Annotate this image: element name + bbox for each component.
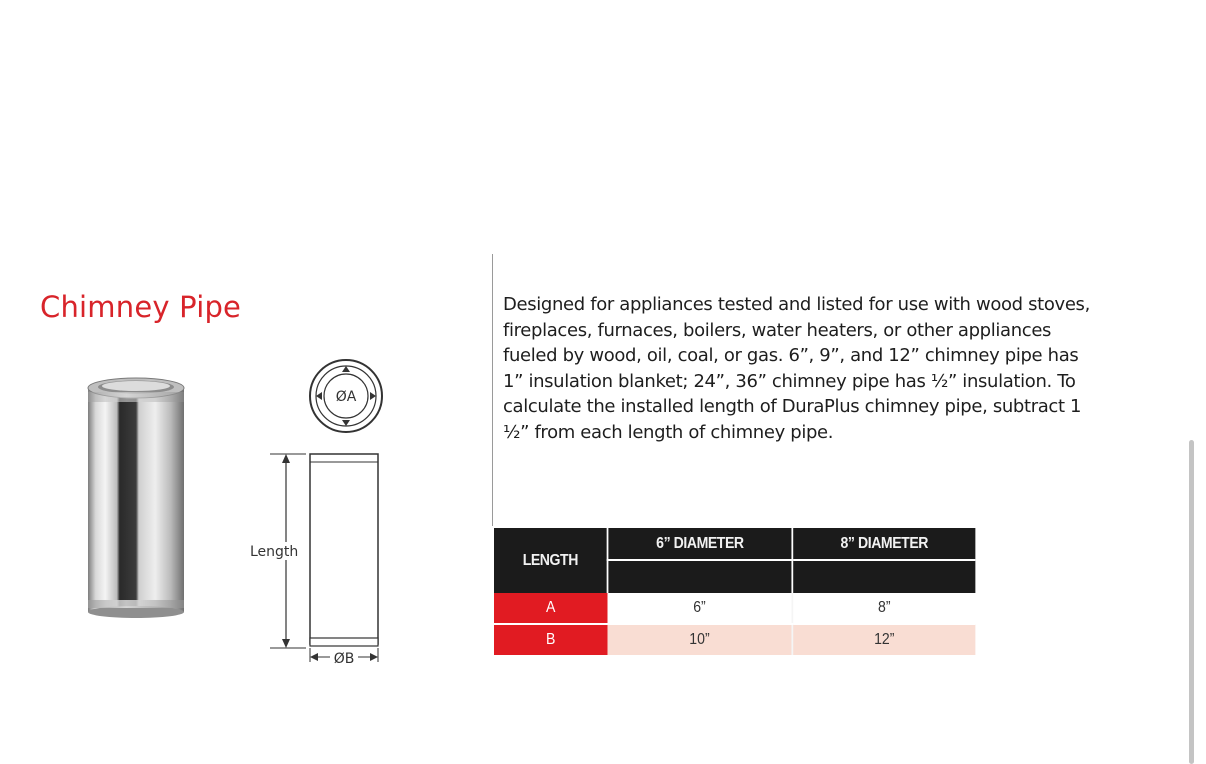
header-length: LENGTH bbox=[494, 528, 608, 593]
header-blank-cell bbox=[792, 560, 975, 593]
dimension-table bbox=[494, 528, 975, 655]
pipe-dimension-diagram bbox=[240, 358, 400, 670]
header-blank-cell bbox=[608, 560, 793, 593]
diameter-b-label: ØB bbox=[333, 651, 355, 667]
cell-b-8: 12” bbox=[792, 624, 975, 655]
description-line: fueled by wood, oil, coal, or gas. 6”, 9”, and 12” chimney pipe has bbox=[503, 345, 1079, 366]
table-row bbox=[494, 624, 975, 655]
description-line: 1” insulation blanket; 24”, 36” chimney pipe has ½” insulation. To bbox=[503, 370, 1076, 392]
product-description bbox=[503, 292, 1153, 445]
diameter-b-dimension bbox=[310, 648, 378, 667]
description-line: Designed for appliances tested and listed for use with wood stoves, bbox=[503, 294, 1090, 315]
length-label: Length bbox=[250, 544, 299, 560]
vertical-divider bbox=[492, 254, 493, 526]
description-line: fireplaces, furnaces, boilers, water heaters, or other appliances bbox=[503, 319, 1052, 341]
row-label-a: A bbox=[494, 593, 608, 624]
table-row bbox=[494, 593, 975, 624]
header-6-diameter: 6” DIAMETER bbox=[608, 528, 793, 560]
cell-a-8: 8” bbox=[792, 593, 975, 624]
vertical-scrollbar[interactable] bbox=[1189, 440, 1194, 764]
chimney-pipe-photo bbox=[80, 372, 192, 622]
length-dimension bbox=[248, 454, 306, 648]
description-line: calculate the installed length of DuraPlus chimney pipe, subtract 1 bbox=[503, 396, 1082, 417]
header-8-diameter: 8” DIAMETER bbox=[792, 528, 975, 560]
row-label-b: B bbox=[494, 624, 608, 655]
description-line: ½” from each length of chimney pipe. bbox=[503, 421, 834, 443]
cell-b-6: 10” bbox=[608, 624, 793, 655]
cell-a-6: 6” bbox=[608, 593, 793, 624]
page-title: Chimney Pipe bbox=[40, 290, 242, 324]
side-view-pipe bbox=[310, 454, 378, 646]
top-view-circle bbox=[310, 360, 382, 432]
diameter-a-label: ØA bbox=[335, 389, 357, 405]
